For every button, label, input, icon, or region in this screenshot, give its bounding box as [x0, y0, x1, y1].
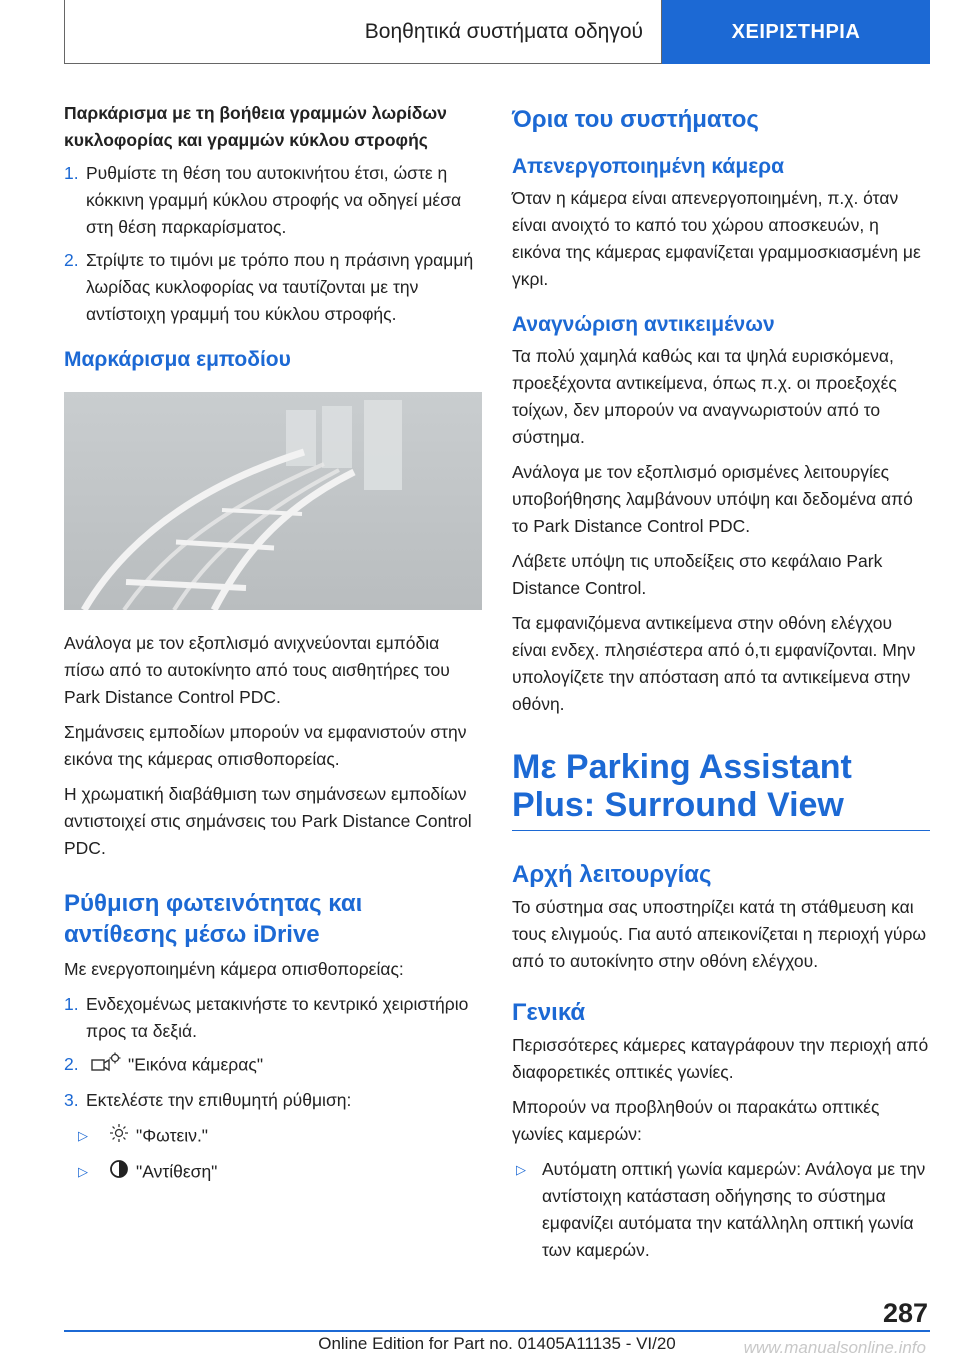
detection-para-1: Τα πολύ χαμηλά καθώς και τα ψηλά ευρισκόμενα, προεξέχοντα αντικείμενα, όπως π.χ. οι προεξοχές τοίχων, δεν μπορούν να αναγνωριστούν από το σύστημα.	[512, 346, 897, 447]
watermark: www.manualsonline.info	[743, 1338, 926, 1357]
object-detection-heading: Αναγνώριση αντικειμένων	[512, 313, 775, 336]
general-heading: Γενικά	[512, 999, 586, 1026]
obstacle-para-1: Ανάλογα με τον εξοπλισμό ανιχνεύονται εμπόδια πίσω από το αυτοκίνητο από τους αισθητήρες του Park Distance Control PDC.	[64, 633, 450, 707]
brightness-icon	[108, 1122, 130, 1152]
edition-info: Online Edition for Part no. 01405A11135 - VI/20	[318, 1334, 676, 1353]
page-number: 287	[882, 1298, 928, 1328]
step-number: 1.	[64, 994, 79, 1014]
detection-para-3: Λάβετε υπόψη τις υποδείξεις στο κεφάλαιο Park Distance Control.	[512, 551, 883, 598]
left-column	[64, 100, 482, 1196]
step-number: 2.	[64, 250, 79, 270]
disabled-camera-text: Όταν η κάμερα είναι απενεργοποιημένη, π.χ. όταν είναι ανοιχτό το καπό του χώρου αποσκευών, η εικόνα της κάμερας εμφανίζεται γραμμοσκιασμένη με γκρι.	[512, 188, 921, 289]
triangle-bullet-icon: ▷	[78, 1128, 88, 1143]
brightness-heading: Ρύθμιση φωτεινότητας και αντίθεσης μέσω iDrive	[64, 890, 363, 948]
limits-heading: Όρια του συστήματος	[512, 106, 759, 133]
triangle-bullet-icon: ▷	[78, 1164, 88, 1179]
option-text: "Αντίθεση"	[136, 1161, 218, 1182]
list-item	[64, 991, 482, 1045]
step-text: "Εικόνα κάμερας"	[128, 1054, 264, 1075]
function-heading: Αρχή λειτουργίας	[512, 861, 712, 888]
camera-settings-icon	[90, 1051, 122, 1081]
contrast-icon	[108, 1158, 130, 1188]
general-para-2: Μπορούν να προβληθούν οι παρακάτω οπτικές γωνίες καμερών:	[512, 1097, 880, 1144]
step-text: Στρίψτε το τιμόνι με τρόπο που η πράσινη γραμμή λωρίδας κυκλοφορίας να ταυτίζονται με την αντίστοιχη γραμμή του κύκλου στροφής.	[86, 250, 474, 324]
list-item	[64, 1122, 482, 1152]
chapter-title: Βοηθητικά συστήματα οδηγού	[64, 0, 662, 64]
camera-view-illustration	[64, 392, 482, 610]
list-item	[64, 160, 482, 241]
parking-heading: Παρκάρισμα με τη βοήθεια γραμμών λωρίδων κυκλοφορίας και γραμμών κύκλου στροφής	[64, 103, 447, 150]
list-item	[64, 1158, 482, 1188]
general-para-1: Περισσότερες κάμερες καταγράφουν την περιοχή από διαφορετικές οπτικές γωνίες.	[512, 1035, 929, 1082]
list-item	[64, 1087, 482, 1114]
list-item	[64, 1051, 482, 1081]
step-text: Εκτελέστε την επιθυμητή ρύθμιση:	[86, 1090, 352, 1110]
step-text: Ρυθμίστε τη θέση του αυτοκινήτου έτσι, ώστε η κόκκινη γραμμή κύκλου στροφής να οδηγεί μέσα στη θέση παρκαρίσματος.	[86, 163, 462, 237]
step-number: 3.	[64, 1090, 79, 1110]
step-number: 1.	[64, 163, 79, 183]
camera-views-list	[512, 1156, 930, 1264]
section-tab[interactable]: ΧΕΙΡΙΣΤΗΡΙΑ	[662, 0, 930, 64]
surround-view-heading: Με Parking Assistant Plus: Surround View	[512, 748, 930, 831]
right-column	[512, 104, 930, 1272]
step-number: 2.	[64, 1054, 79, 1074]
brightness-steps	[64, 991, 482, 1114]
triangle-bullet-icon: ▷	[516, 1162, 526, 1177]
detection-para-2: Ανάλογα με τον εξοπλισμό ορισμένες λειτουργίες υποβοήθησης λαμβάνουν υπόψη και δεδομένα από το Park Distance Control PDC.	[512, 462, 913, 536]
brightness-intro: Με ενεργοποιημένη κάμερα οπισθοπορείας:	[64, 959, 404, 979]
bullet-text: Αυτόματη οπτική γωνία καμερών: Ανάλογα με την αντίστοιχη κατάσταση οδήγησης το σύστημα εμφανίζει αυτόματα την κατάλληλη οπτική γωνία των καμερών.	[542, 1159, 926, 1260]
parking-steps	[64, 160, 482, 328]
function-text: Το σύστημα σας υποστηρίζει κατά τη στάθμευση και τους ελιγμούς. Για αυτό απεικονίζεται η περιοχή γύρω από το αυτοκίνητο στην οθόνη ελέγχου.	[512, 897, 927, 971]
settings-options	[64, 1122, 482, 1188]
obstacle-para-3: Η χρωματική διαβάθμιση των σημάνσεων εμποδίων αντιστοιχεί στις σημάνσεις του Park Distance Control PDC.	[64, 784, 472, 858]
list-item	[64, 247, 482, 328]
obstacle-heading: Μαρκάρισμα εμποδίου	[64, 348, 291, 371]
footer-divider	[64, 1330, 930, 1332]
list-item	[512, 1156, 930, 1264]
option-text: "Φωτειν."	[136, 1125, 209, 1146]
obstacle-para-2: Σημάνσεις εμποδίων μπορούν να εμφανιστούν στην εικόνα της κάμερας οπισθοπορείας.	[64, 722, 467, 769]
disabled-camera-heading: Απενεργοποιημένη κάμερα	[512, 155, 785, 178]
detection-para-4: Τα εμφανιζόμενα αντικείμενα στην οθόνη ελέγχου είναι ενδεχ. πλησιέστερα από ό,τι εμφανίζονται. Μην υπολογίζετε την απόσταση από τα αντικείμενα στην οθόνη.	[512, 613, 916, 714]
step-text: Ενδεχομένως μετακινήστε το κεντρικό χειριστήριο προς τα δεξιά.	[86, 994, 469, 1041]
